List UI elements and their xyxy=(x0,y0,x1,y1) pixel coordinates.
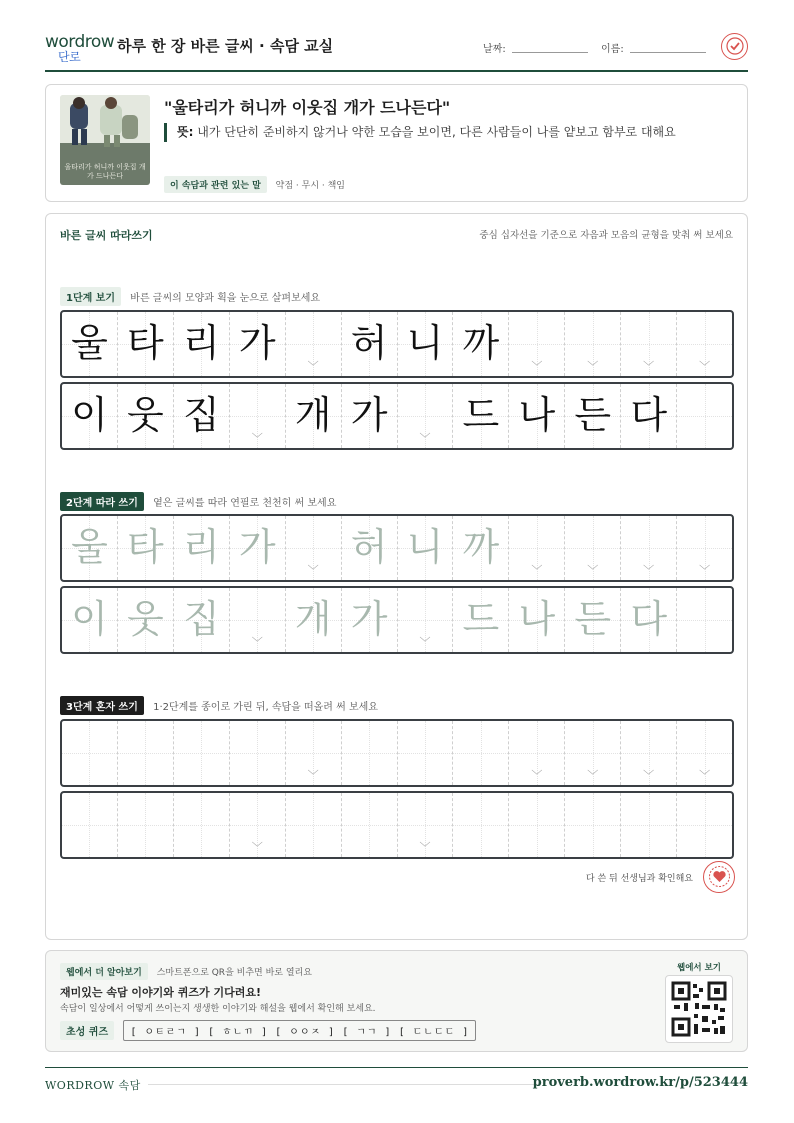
step1-desc: 바른 글씨의 모양과 획을 눈으로 살펴보세요 xyxy=(130,293,321,304)
step1-badge: 1단계 보기 xyxy=(60,287,121,306)
grid-cell xyxy=(230,312,286,376)
grid-cell[interactable] xyxy=(398,721,454,785)
grid-char: 드 xyxy=(462,597,500,641)
more-tag-row xyxy=(60,963,312,980)
space-mark-icon: ﹀ xyxy=(699,564,711,577)
grid-char: 다 xyxy=(630,597,668,641)
grid-cell xyxy=(398,312,454,376)
more-title: 재미있는 속담 이야기와 퀴즈가 기다려요! xyxy=(60,986,261,999)
grid-char: 나 xyxy=(518,393,556,437)
space-mark-icon: ﹀ xyxy=(643,564,655,577)
grid-char: 타 xyxy=(127,525,164,569)
grid-char: 다 xyxy=(630,393,668,437)
step2-desc: 옅은 글씨를 따라 연필로 천천히 써 보세요 xyxy=(153,498,337,509)
grid-cell[interactable] xyxy=(342,721,398,785)
grid-cell xyxy=(230,384,286,448)
logo-text: wordrow xyxy=(45,32,115,52)
grid-cell xyxy=(286,312,342,376)
step3-badge: 3단계 혼자 쓰기 xyxy=(60,696,144,715)
grid-char: 허 xyxy=(350,321,388,365)
related-list: 약점 · 무시 · 책임 xyxy=(275,181,345,191)
grid-char: 가 xyxy=(350,393,388,437)
grid-cell[interactable] xyxy=(118,721,174,785)
grid-cell[interactable] xyxy=(509,721,565,785)
grid-cell xyxy=(509,384,565,448)
good-job-seal-icon xyxy=(703,861,735,893)
grid-cell xyxy=(62,384,118,448)
grid-char: 이 xyxy=(71,393,108,437)
quiz-label: 초성 퀴즈 xyxy=(60,1021,114,1040)
grid-cell[interactable] xyxy=(677,793,732,857)
step1-header xyxy=(60,287,320,306)
grid-char: 리 xyxy=(182,321,220,365)
grid-cell[interactable] xyxy=(62,516,118,580)
name-label: 이름: xyxy=(601,44,624,55)
more-tag-hint: 스마트폰으로 QR을 비추면 바로 열리요 xyxy=(156,968,312,978)
grid-cell[interactable] xyxy=(286,516,342,580)
step2-row2[interactable] xyxy=(60,586,734,654)
grid-cell[interactable] xyxy=(677,516,732,580)
grid-cell[interactable] xyxy=(565,588,621,652)
grid-char: 든 xyxy=(574,597,612,641)
page-footer xyxy=(45,1067,748,1107)
grid-cell[interactable] xyxy=(342,588,398,652)
grid-cell[interactable] xyxy=(565,793,621,857)
grid-cell[interactable] xyxy=(398,793,454,857)
grid-cell[interactable] xyxy=(174,721,230,785)
grid-cell xyxy=(342,312,398,376)
step1-row1 xyxy=(60,310,734,378)
space-mark-icon: ﹀ xyxy=(531,769,543,782)
grid-cell xyxy=(565,384,621,448)
space-mark-icon: ﹀ xyxy=(251,636,263,649)
grid-cell[interactable] xyxy=(286,721,342,785)
grid-cell[interactable] xyxy=(118,793,174,857)
grid-char: 까 xyxy=(462,321,500,365)
quiz-row xyxy=(60,1020,476,1041)
grid-cell[interactable] xyxy=(174,516,230,580)
proverb-title: "울타리가 허니까 이웃집 개가 드나든다" xyxy=(164,98,451,117)
space-mark-icon: ﹀ xyxy=(307,769,319,782)
grid-char: 울 xyxy=(71,321,108,365)
grid-cell[interactable] xyxy=(677,721,732,785)
grid-cell xyxy=(621,384,677,448)
grid-cell[interactable] xyxy=(62,721,118,785)
proverb-card xyxy=(45,84,748,202)
grid-cell xyxy=(565,312,621,376)
space-mark-icon: ﹀ xyxy=(531,564,543,577)
grid-char: 웃 xyxy=(127,393,164,437)
grid-cell xyxy=(621,312,677,376)
grid-cell xyxy=(398,384,454,448)
grid-cell[interactable] xyxy=(509,588,565,652)
grid-char: 가 xyxy=(238,525,276,569)
logo xyxy=(45,32,115,64)
step1-row2 xyxy=(60,382,734,450)
meaning-box xyxy=(164,123,724,142)
space-mark-icon: ﹀ xyxy=(531,360,543,373)
grid-char: 가 xyxy=(238,321,276,365)
grid-cell xyxy=(453,384,509,448)
grid-char: 타 xyxy=(127,321,164,365)
grid-cell[interactable] xyxy=(453,793,509,857)
space-mark-icon: ﹀ xyxy=(251,841,263,854)
grid-cell[interactable] xyxy=(62,793,118,857)
grid-cell xyxy=(118,384,174,448)
related-words xyxy=(164,176,345,193)
grid-cell[interactable] xyxy=(565,516,621,580)
quiz-value: [ ㅇㅌㄹㄱ ] [ ㅎㄴㄲ ] [ ㅇㅇㅈ ] [ ㄱㄱ ] [ ㄷㄴㄷㄷ ] xyxy=(123,1020,476,1041)
grid-cell[interactable] xyxy=(118,588,174,652)
grid-char: 웃 xyxy=(127,597,164,641)
grid-cell[interactable] xyxy=(174,588,230,652)
grid-cell[interactable] xyxy=(509,516,565,580)
space-mark-icon: ﹀ xyxy=(419,841,431,854)
grid-cell xyxy=(453,312,509,376)
grid-cell[interactable] xyxy=(565,721,621,785)
grid-cell[interactable] xyxy=(621,588,677,652)
illustration-caption: 울타리가 허니까 이웃집 개가 드나든다 xyxy=(64,163,146,180)
practice-card xyxy=(45,213,748,940)
grid-cell[interactable] xyxy=(398,588,454,652)
space-mark-icon: ﹀ xyxy=(587,564,599,577)
grid-char: 니 xyxy=(406,321,444,365)
related-tag: 이 속담과 관련 있는 말 xyxy=(164,176,267,193)
space-mark-icon: ﹀ xyxy=(419,432,431,445)
grid-char: 니 xyxy=(406,525,444,569)
grid-cell[interactable] xyxy=(118,516,174,580)
step2-header xyxy=(60,492,336,511)
grid-char: 이 xyxy=(71,597,108,641)
grid-cell[interactable] xyxy=(230,516,286,580)
proverb-illustration xyxy=(60,95,150,185)
more-desc: 속담이 일상에서 어떻게 쓰이는지 생생한 이야기와 해설을 웹에서 확인해 보세요. xyxy=(60,1004,376,1014)
grid-char: 나 xyxy=(518,597,556,641)
step2-row1[interactable] xyxy=(60,514,734,582)
grid-char: 허 xyxy=(350,525,388,569)
grid-char: 개 xyxy=(294,597,332,641)
grid-cell[interactable] xyxy=(509,793,565,857)
logo-sub: 단로 xyxy=(58,50,81,64)
grid-cell xyxy=(342,384,398,448)
space-mark-icon: ﹀ xyxy=(587,360,599,373)
grid-char: 리 xyxy=(182,525,220,569)
page-title: 하루 한 장 바른 글씨 · 속담 교실 xyxy=(117,37,334,55)
grid-char: 든 xyxy=(574,393,612,437)
grid-cell xyxy=(174,384,230,448)
space-mark-icon: ﹀ xyxy=(643,360,655,373)
grid-cell[interactable] xyxy=(62,588,118,652)
step2-badge: 2단계 따라 쓰기 xyxy=(60,492,144,511)
section-hint: 중심 십자선을 기준으로 자음과 모음의 균형을 맞춰 써 보세요 xyxy=(479,230,733,241)
space-mark-icon: ﹀ xyxy=(643,769,655,782)
grid-cell[interactable] xyxy=(453,516,509,580)
more-tag: 웹에서 더 알아보기 xyxy=(60,963,148,980)
date-field[interactable] xyxy=(512,52,588,53)
grid-cell[interactable] xyxy=(342,793,398,857)
space-mark-icon: ﹀ xyxy=(307,360,319,373)
grid-cell[interactable] xyxy=(677,588,732,652)
grid-cell[interactable] xyxy=(453,588,509,652)
grid-cell xyxy=(62,312,118,376)
step3-row1[interactable] xyxy=(60,719,734,787)
grid-cell[interactable] xyxy=(453,721,509,785)
grid-cell[interactable] xyxy=(230,721,286,785)
grid-char: 울 xyxy=(71,525,108,569)
step3-header xyxy=(60,696,378,715)
grid-cell xyxy=(118,312,174,376)
space-mark-icon: ﹀ xyxy=(699,769,711,782)
grid-cell[interactable] xyxy=(286,588,342,652)
grid-cell[interactable] xyxy=(621,516,677,580)
grid-cell xyxy=(677,384,732,448)
grid-char: 가 xyxy=(350,597,388,641)
space-mark-icon: ﹀ xyxy=(699,360,711,373)
grid-cell[interactable] xyxy=(621,793,677,857)
grid-cell xyxy=(174,312,230,376)
qr-code-icon[interactable] xyxy=(665,975,733,1043)
section-title: 바른 글씨 따라쓰기 xyxy=(60,229,153,242)
grid-char: 개 xyxy=(294,393,332,437)
grid-cell[interactable] xyxy=(621,721,677,785)
qr-label: 웹에서 보기 xyxy=(676,963,721,973)
grid-cell xyxy=(677,312,732,376)
grid-char: 까 xyxy=(462,525,500,569)
grid-cell[interactable] xyxy=(342,516,398,580)
date-label: 날짜: xyxy=(483,44,506,55)
step3-row2[interactable] xyxy=(60,791,734,859)
more-card xyxy=(45,950,748,1052)
footer-url[interactable]: proverb.wordrow.kr/p/523444 xyxy=(532,1075,748,1090)
meaning-text: 내가 단단히 준비하지 않거나 약한 모습을 보이면, 다른 사람들이 나를 얕보고 함부로 대해요 xyxy=(197,125,676,139)
space-mark-icon: ﹀ xyxy=(587,769,599,782)
meaning-label: 뜻: xyxy=(177,125,194,139)
grid-char: 집 xyxy=(182,393,220,437)
grid-cell[interactable] xyxy=(230,588,286,652)
space-mark-icon: ﹀ xyxy=(419,636,431,649)
grid-char: 집 xyxy=(182,597,220,641)
check-seal-icon xyxy=(721,33,748,60)
space-mark-icon: ﹀ xyxy=(251,432,263,445)
grid-cell[interactable] xyxy=(174,793,230,857)
check-note: 다 쓴 뒤 선생님과 확인해요 xyxy=(585,874,693,884)
footer-divider xyxy=(148,1084,538,1085)
grid-cell[interactable] xyxy=(398,516,454,580)
step3-desc: 1·2단계를 종이로 가린 뒤, 속담을 떠올려 써 보세요 xyxy=(153,702,378,713)
space-mark-icon: ﹀ xyxy=(307,564,319,577)
grid-cell[interactable] xyxy=(286,793,342,857)
grid-char: 드 xyxy=(462,393,500,437)
page-header xyxy=(45,30,748,72)
name-field[interactable] xyxy=(630,52,706,53)
grid-cell xyxy=(286,384,342,448)
grid-cell xyxy=(509,312,565,376)
grid-cell[interactable] xyxy=(230,793,286,857)
footer-brand: WORDROW 속담 xyxy=(45,1079,141,1092)
